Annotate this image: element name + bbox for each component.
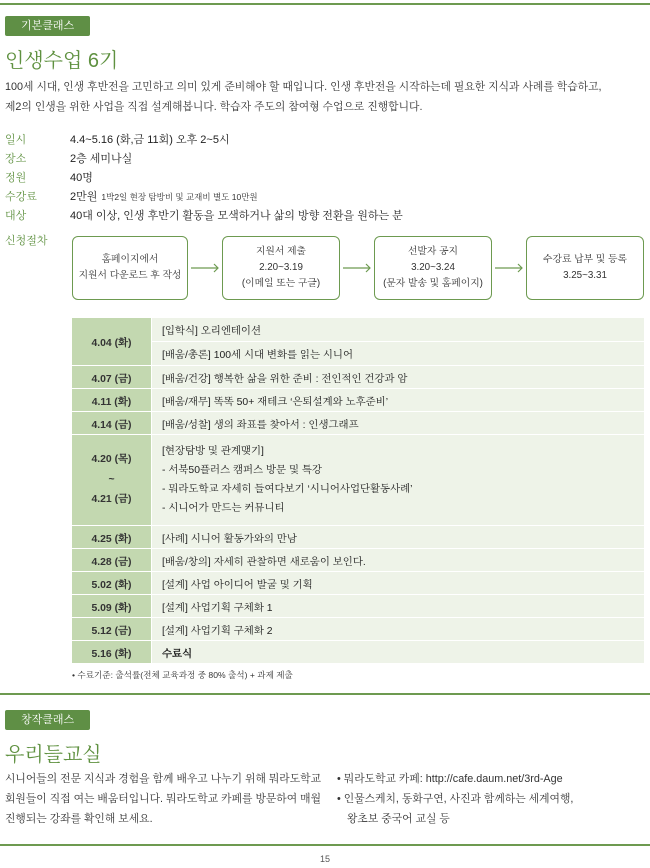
section-title: 우리들교실 [5,744,102,766]
topic-cell: [배움/총론] 100세 시대 변화를 읽는 시니어 [152,342,645,366]
step-line: (문자 발송 및 홈페이지) [383,278,483,289]
fee-amount: 2만원 [70,191,98,203]
topic-line: - 서북50플러스 캠퍼스 방문 및 특강 [162,465,322,476]
info-value: 2층 세미나실 [70,153,133,165]
date-cell: 4.14 (금) [72,412,152,435]
arrow-icon [494,263,524,273]
arrow-icon [342,263,372,273]
date-cell: 5.16 (화) [72,641,152,664]
process-step-submit [222,236,340,300]
info-label: 일시 [5,134,27,146]
table-row [72,412,644,435]
table-row [72,389,644,412]
section-description [5,769,321,829]
info-label: 신청절차 [5,235,48,247]
step-line: 지원서 다운로드 후 작성 [78,270,182,281]
step-line: 2.20~3.19 [259,262,303,273]
table-row [72,572,644,595]
table-row [72,618,644,641]
info-value: 4.4~5.16 (화,금 11회) 오후 2~5시 [70,134,230,146]
topic-line: - 뭐라도학교 자세히 들여다보기 ‘시니어사업단활동사례’ [162,484,413,495]
section-divider [0,693,650,695]
topic-cell: [배움/건강] 행복한 삶을 위한 준비 : 전인적인 건강과 암 [152,366,645,389]
section-badge: 창작클래스 [5,710,90,730]
topic-cell: [설계] 사업 아이디어 발굴 및 기획 [152,572,645,595]
date-cell: 5.09 (화) [72,595,152,618]
bottom-rule [0,844,650,846]
step-line: 3.20~3.24 [411,262,455,273]
date-cell: 4.07 (금) [72,366,152,389]
schedule-table [72,318,644,664]
section-title: 인생수업 6기 [5,50,119,72]
topic-cell: [설계] 사업기획 구체화 2 [152,618,645,641]
date-cell [72,435,152,526]
bullet-cafe-link: • 뭐라도학교 카페: http://cafe.daum.net/3rd-Age [337,773,563,785]
info-label: 수강료 [5,191,37,203]
topic-cell: [사례] 시니어 활동가와의 만남 [152,526,645,549]
date-cell: 5.12 (금) [72,618,152,641]
topic-cell: [배움/재무] 똑똑 50+ 재테크 ‘은퇴설계와 노후준비’ [152,389,645,412]
info-label: 장소 [5,153,27,165]
table-row [72,595,644,618]
bullet-courses-continued: 왕초보 중국어 교실 등 [347,813,450,825]
page-number: 15 [319,854,330,864]
description-line: 100세 시대, 인생 후반전을 고민하고 의미 있게 준비해야 할 때입니다. 인생 후반전을 시작하는데 필요한 지식과 사례를 학습하고, [5,81,602,93]
table-row [72,435,644,526]
date-cell: 4.11 (화) [72,389,152,412]
table-row [72,526,644,549]
info-label: 대상 [5,210,27,222]
top-rule [0,3,650,5]
topic-line: - 시니어가 만드는 커뮤니티 [162,503,285,514]
table-row [72,641,644,664]
bullet-list [337,769,573,829]
topic-cell: [설계] 사업기획 구체화 1 [152,595,645,618]
step-line: 홈페이지에서 [101,254,159,265]
date-cell: 4.25 (화) [72,526,152,549]
topic-line: [현장탐방 및 관계맺기] [162,446,264,457]
bullet-courses: • 인물스케치, 동화구연, 사진과 함께하는 세계여행, [337,793,574,805]
process-step-notice [374,236,492,300]
completion-note: • 수료기준: 출석률(전체 교육과정 중 80% 출석) + 과제 제출 [72,670,293,680]
section-description [5,77,602,117]
process-step-download [72,236,188,300]
date-end: 4.21 (금) [91,494,132,505]
table-row [72,549,644,572]
step-line: 수강료 납부 및 등록 [543,254,627,265]
info-value: 40명 [70,172,93,184]
section-badge: 기본클래스 [5,16,90,36]
topic-cell [152,435,645,526]
description-line: 회원들이 직접 여는 배움터입니다. 뭐라도학교 카페를 방문하여 매월 [5,793,322,805]
table-row [72,318,644,342]
description-line: 제2의 인생을 위한 사업을 직접 설계해봅니다. 학습자 주도의 참여형 수업으로 진행합니다. [5,101,423,113]
table-row [72,366,644,389]
step-line: (이메일 또는 구글) [241,278,321,289]
arrow-icon [190,263,220,273]
date-cell: 5.02 (화) [72,572,152,595]
step-line: 3.25~3.31 [563,270,607,281]
date-start: 4.20 (목) [91,454,132,465]
description-line: 시니어들의 전문 지식과 경험을 함께 배우고 나누기 위해 뭐라도학교 [5,773,322,785]
date-cell: 4.04 (화) [72,318,152,366]
fee-note: 1박2일 현장 탐방비 및 교재비 별도 10만원 [101,192,258,202]
info-value [70,187,258,207]
step-line: 지원서 제출 [255,246,307,257]
topic-cell: 수료식 [152,641,645,664]
process-step-register [526,236,644,300]
info-value: 40대 이상, 인생 후반기 활동을 모색하거나 삶의 방향 전환을 원하는 분 [70,210,403,222]
date-cell: 4.28 (금) [72,549,152,572]
topic-cell: [입학식] 오리엔테이션 [152,318,645,342]
description-line: 진행되는 강좌를 확인해 보세요. [5,813,153,825]
topic-cell: [배움/성찰] 생의 좌표를 찾아서 : 인생그래프 [152,412,645,435]
topic-cell: [배움/창의] 자세히 관찰하면 새로움이 보인다. [152,549,645,572]
step-line: 선발자 공지 [407,246,459,257]
table-row [72,342,644,366]
info-label: 정원 [5,172,27,184]
date-separator: ~ [108,474,115,485]
